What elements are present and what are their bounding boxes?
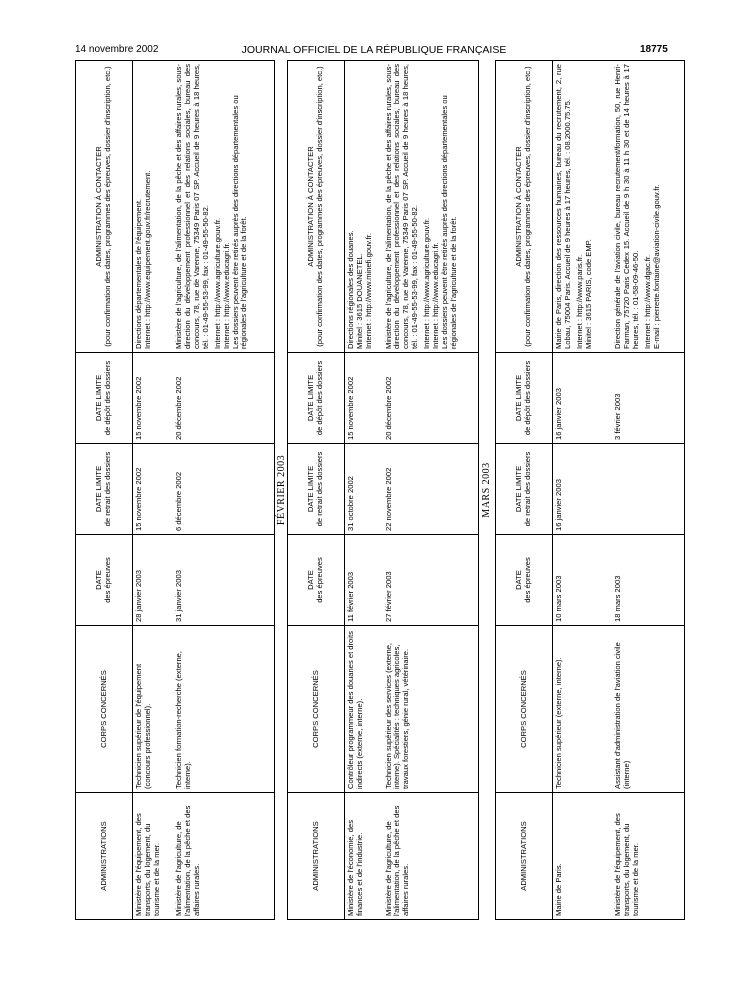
cell-depot: 16 janvier 2003: [553, 353, 613, 444]
table-row: [383, 61, 479, 920]
table-row: [133, 61, 173, 920]
col-corps: CORPS CONCERNÉS: [76, 626, 133, 793]
cell-epreuves: 31 janvier 2003: [173, 535, 275, 626]
contact-line: Internet : http://www.equipement.gouv.fr/recrutement.: [142, 170, 152, 349]
table-block-1: [75, 60, 275, 920]
cell-corps: Technicien supérieur (externe, interne).: [553, 626, 613, 793]
month-heading-mars: MARS 2003: [481, 462, 492, 518]
cell-depot: 3 février 2003: [612, 353, 684, 444]
col-contact: ADMINISTRATION À CONTACTER (pour confirmation des dates, programmes des épreuves, dossier d'inscription, etc.): [288, 61, 345, 353]
cell-depot: 15 novembre 2002: [133, 353, 173, 444]
month-heading-fevrier: FÉVRIER 2003: [276, 454, 287, 526]
concours-table-3: [495, 60, 685, 920]
page-number: 18775: [640, 44, 668, 55]
cell-depot: 20 décembre 2002: [383, 353, 479, 444]
contact-line: Minitel : 3615 PARIS, code EMP.: [583, 239, 593, 349]
col-depot: DATE LIMITE de dépôt des dossiers: [76, 353, 133, 444]
cell-epreuves: 27 février 2003: [383, 535, 479, 626]
cell-contact: [553, 61, 613, 353]
contact-line: Directions régionales des douanes.: [346, 230, 355, 349]
col-depot: DATE LIMITE de dépôt des dossiers: [288, 353, 345, 444]
col-retrait: DATE LIMITE de retrait des dossiers: [76, 444, 133, 535]
cell-retrait: 22 novembre 2002: [383, 444, 479, 535]
table-header-row: [288, 61, 345, 920]
concours-table-1: [75, 60, 275, 920]
page-header: [0, 0, 748, 60]
contact-line: Ministère de l'agriculture, de l'alimentation, de la pêche et des affaires rurales, sous-direction du développement professionnel et des relations sociales, bureau des concours, 78, rue de Varenne, 75349 Paris 07 SP. Accueil de 9 heures à 18 heures, tél. : 01-49-55-53-99, fax : 01-49-55-50-82.: [383, 64, 420, 349]
table-header-row: [496, 61, 553, 920]
contact-line: Direction générale de l'aviation civile, bureau recrutement/formation, 50, rue Henri-Farman, 75720 Paris Cedex 15. Accueil de 9 h 30 à 11 h 30 et de 14 heures à 17 heures, tél. : 01-58-09-46-50.: [613, 64, 641, 349]
cell-admin: Ministère de l'agriculture, de l'alimentation, de la pêche et des affaires rurales.: [173, 793, 275, 920]
contact-line: Les dossiers peuvent être retirés auprès des directions départementales ou régionales de l'agriculture et de la forêt.: [230, 95, 249, 349]
table-header-row: [76, 61, 133, 920]
cell-admin: Ministère de l'économie, des finances et de l'industrie.: [345, 793, 383, 920]
contact-line: E-mail : pierrette.fontaine@aviation-civile.gouv.fr.: [652, 184, 662, 349]
cell-retrait: 15 novembre 2002: [133, 444, 173, 535]
cell-corps: Contrôleur programmeur des douanes et droits indirects (externe, interne).: [345, 626, 383, 793]
cell-admin: Mairie de Paris.: [553, 793, 613, 920]
rotated-content: [75, 60, 685, 920]
col-corps: CORPS CONCERNÉS: [288, 626, 345, 793]
col-contact: ADMINISTRATION À CONTACTER (pour confirmation des dates, programmes des épreuves, dossier d'inscription, etc.): [76, 61, 133, 353]
cell-epreuves: 10 mars 2003: [553, 535, 613, 626]
col-retrait: DATE LIMITE de retrait des dossiers: [496, 444, 553, 535]
cell-corps: Technicien supérieur des services (externe, interne). Spécialités : techniques agricoles, travaux forestiers, génie rural, vétérinaire.: [383, 626, 479, 793]
contact-line: Internet : http://www.agriculture.gouv.fr.: [212, 217, 222, 349]
cell-epreuves: 11 février 2003: [345, 535, 383, 626]
journal-title: JOURNAL OFFICIEL DE LA RÉPUBLIQUE FRANÇAISE: [241, 44, 507, 56]
contact-line: Les dossiers peuvent être retirés auprès des directions départementales ou régionales de l'agriculture et de la forêt.: [440, 95, 459, 349]
cell-depot: 15 novembre 2002: [345, 353, 383, 444]
col-administrations: ADMINISTRATIONS: [496, 793, 553, 920]
contact-line: Internet : http://www.dgac.fr.: [643, 254, 653, 349]
col-date-epreuves: DATE des épreuves: [496, 535, 553, 626]
contact-line: Minitel : 3615 DOUANETEL.: [354, 253, 364, 349]
concours-table-2: [287, 60, 479, 920]
issue-date: 14 novembre 2002: [75, 44, 159, 55]
contact-line: Internet : http://www.educagri.fr.: [221, 242, 231, 349]
cell-contact: [383, 61, 479, 353]
table-block-3: [495, 60, 685, 920]
contact-line: Directions départementales de l'équipement.: [134, 198, 143, 349]
contact-line: Internet : http://www.agriculture.gouv.fr.: [422, 217, 432, 349]
table-row: [612, 61, 684, 920]
cell-retrait: 31 octobre 2002: [345, 444, 383, 535]
col-date-epreuves: DATE des épreuves: [288, 535, 345, 626]
col-date-epreuves: DATE des épreuves: [76, 535, 133, 626]
cell-contact: [345, 61, 383, 353]
table-row: [345, 61, 383, 920]
cell-admin: Ministère de l'équipement, des transports, du logement, du tourisme et de la mer.: [612, 793, 684, 920]
contact-line: Internet : http://www.paris.fr.: [574, 254, 584, 349]
cell-retrait: 16 janvier 2003: [553, 444, 613, 535]
cell-epreuves: 28 janvier 2003: [133, 535, 173, 626]
cell-retrait: [612, 444, 684, 535]
table-block-2: [287, 60, 479, 920]
cell-corps: Technicien supérieur de l'équipement (concours professionnel).: [133, 626, 173, 793]
col-depot: DATE LIMITE de dépôt des dossiers: [496, 353, 553, 444]
table-row: [173, 61, 275, 920]
cell-depot: 20 décembre 2002: [173, 353, 275, 444]
cell-admin: Ministère de l'agriculture, de l'alimentation, de la pêche et des affaires rurales.: [383, 793, 479, 920]
col-administrations: ADMINISTRATIONS: [76, 793, 133, 920]
contact-line: Internet : http://www.educagri.fr.: [431, 242, 441, 349]
col-administrations: ADMINISTRATIONS: [288, 793, 345, 920]
cell-epreuves: 18 mars 2003: [612, 535, 684, 626]
table-row: [553, 61, 613, 920]
cell-contact: [612, 61, 684, 353]
cell-contact: [133, 61, 173, 353]
cell-contact: [173, 61, 275, 353]
cell-corps: Assistant d'administration de l'aviation civile (interne): [612, 626, 684, 793]
col-contact: ADMINISTRATION À CONTACTER (pour confirmation des dates, programmes des épreuves, dossier d'inscription, etc.): [496, 61, 553, 353]
col-corps: CORPS CONCERNÉS: [496, 626, 553, 793]
col-retrait: DATE LIMITE de retrait des dossiers: [288, 444, 345, 535]
contact-line: Internet : http://www.minefi.gouv.fr.: [363, 233, 373, 349]
cell-retrait: 6 décembre 2002: [173, 444, 275, 535]
cell-corps: Technicien formation-recherche (externe, interne).: [173, 626, 275, 793]
contact-line: Mairie de Paris, direction des ressources humaines, bureau du recrutement, 2, rue Lobau, 75004 Paris. Accueil de 9 heures à 17 heures, tél. : 08.2000.75.75.: [554, 64, 572, 349]
contact-line: Ministère de l'agriculture, de l'alimentation, de la pêche et des affaires rurales, sous-direction du développement professionnel et des relations sociales, bureau des concours, 78, rue de Varenne, 75349 Paris 07 SP. Accueil de 9 heures à 18 heures, tél. : 01-49-55-53-99, fax : 01-49-55-50-82.: [173, 64, 210, 349]
cell-admin: Ministère de l'équipement, des transports, du logement, du tourisme et de la mer.: [133, 793, 173, 920]
